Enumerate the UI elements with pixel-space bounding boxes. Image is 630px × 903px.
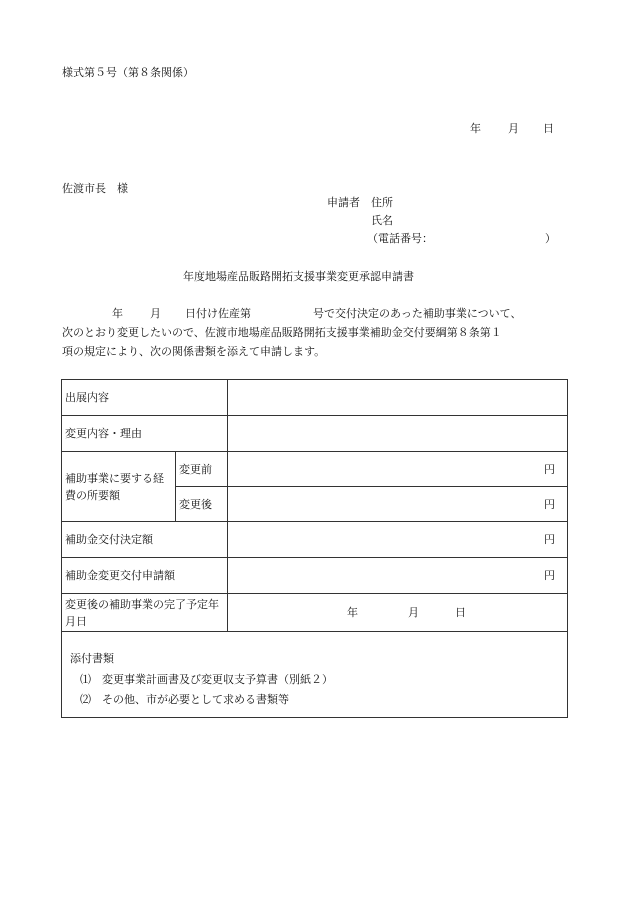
applicant-label: 申請者 [327, 196, 360, 209]
yen-unit: 円 [544, 569, 555, 582]
attachment-item: ⑴ 変更事業計画書及び変更収支予算書（別紙２） [80, 673, 333, 686]
document-title: 年度地場産品販路開拓支援事業変更承認申請書 [183, 270, 414, 283]
table-row [62, 522, 568, 558]
attachments-title: 添付書類 [70, 652, 114, 665]
addressee: 佐渡市長 様 [62, 182, 128, 195]
form-number: 様式第５号（第８条関係） [62, 66, 194, 79]
body-paragraph [62, 304, 572, 361]
grant-change-request-amount-field[interactable] [228, 558, 568, 594]
body-number-text: 号で交付決定のあった補助事業について、 [313, 307, 522, 320]
completion-day: 日 [455, 606, 466, 619]
required-cost-label: 補助事業に要する経費の所要額 [62, 452, 176, 522]
date-day: 日 [543, 122, 554, 135]
after-change-label: 変更後 [176, 487, 228, 522]
grant-decision-amount-field[interactable] [228, 522, 568, 558]
body-month: 月 [150, 307, 161, 320]
completion-date-field[interactable] [228, 594, 568, 632]
phone-close: ） [545, 232, 556, 245]
completion-date-label: 変更後の補助事業の完了予定年月日 [62, 594, 228, 632]
body-line-1 [62, 304, 572, 323]
phone-open: （電話番号： [367, 232, 433, 245]
before-change-label: 変更前 [176, 452, 228, 487]
date-month: 月 [508, 122, 519, 135]
yen-unit: 円 [544, 497, 555, 511]
change-content-label: 変更内容・理由 [62, 416, 228, 452]
name-label: 氏名 [371, 214, 393, 227]
yen-unit: 円 [544, 462, 555, 476]
table-row [62, 594, 568, 632]
body-line-3: 項の規定により、次の関係書類を添えて申請します。 [62, 345, 326, 358]
change-content-field[interactable] [228, 416, 568, 452]
table-row [62, 452, 568, 487]
completion-year: 年 [347, 606, 358, 619]
submission-date [470, 122, 554, 136]
after-change-amount-field[interactable] [228, 487, 568, 522]
application-table [61, 379, 568, 718]
table-row [62, 380, 568, 416]
table-row [62, 558, 568, 594]
phone-number-line [367, 232, 556, 246]
table-row [62, 632, 568, 718]
body-line-2: 次のとおり変更したいので、佐渡市地場産品販路開拓支援事業補助金交付要綱第８条第１ [62, 326, 502, 339]
body-year: 年 [112, 307, 123, 320]
exhibit-content-field[interactable] [228, 380, 568, 416]
date-year: 年 [470, 122, 481, 135]
exhibit-content-label: 出展内容 [62, 380, 228, 416]
before-change-amount-field[interactable] [228, 452, 568, 487]
attachment-item: ⑵ その他、市が必要として求める書類等 [80, 693, 289, 706]
body-day-text: 日付け佐産第 [185, 307, 251, 320]
grant-decision-label: 補助金交付決定額 [62, 522, 228, 558]
grant-change-request-label: 補助金変更交付申請額 [62, 558, 228, 594]
attachments-cell [62, 632, 568, 718]
address-label: 住所 [371, 196, 393, 209]
yen-unit: 円 [544, 533, 555, 546]
table-row [62, 416, 568, 452]
completion-month: 月 [408, 606, 419, 619]
